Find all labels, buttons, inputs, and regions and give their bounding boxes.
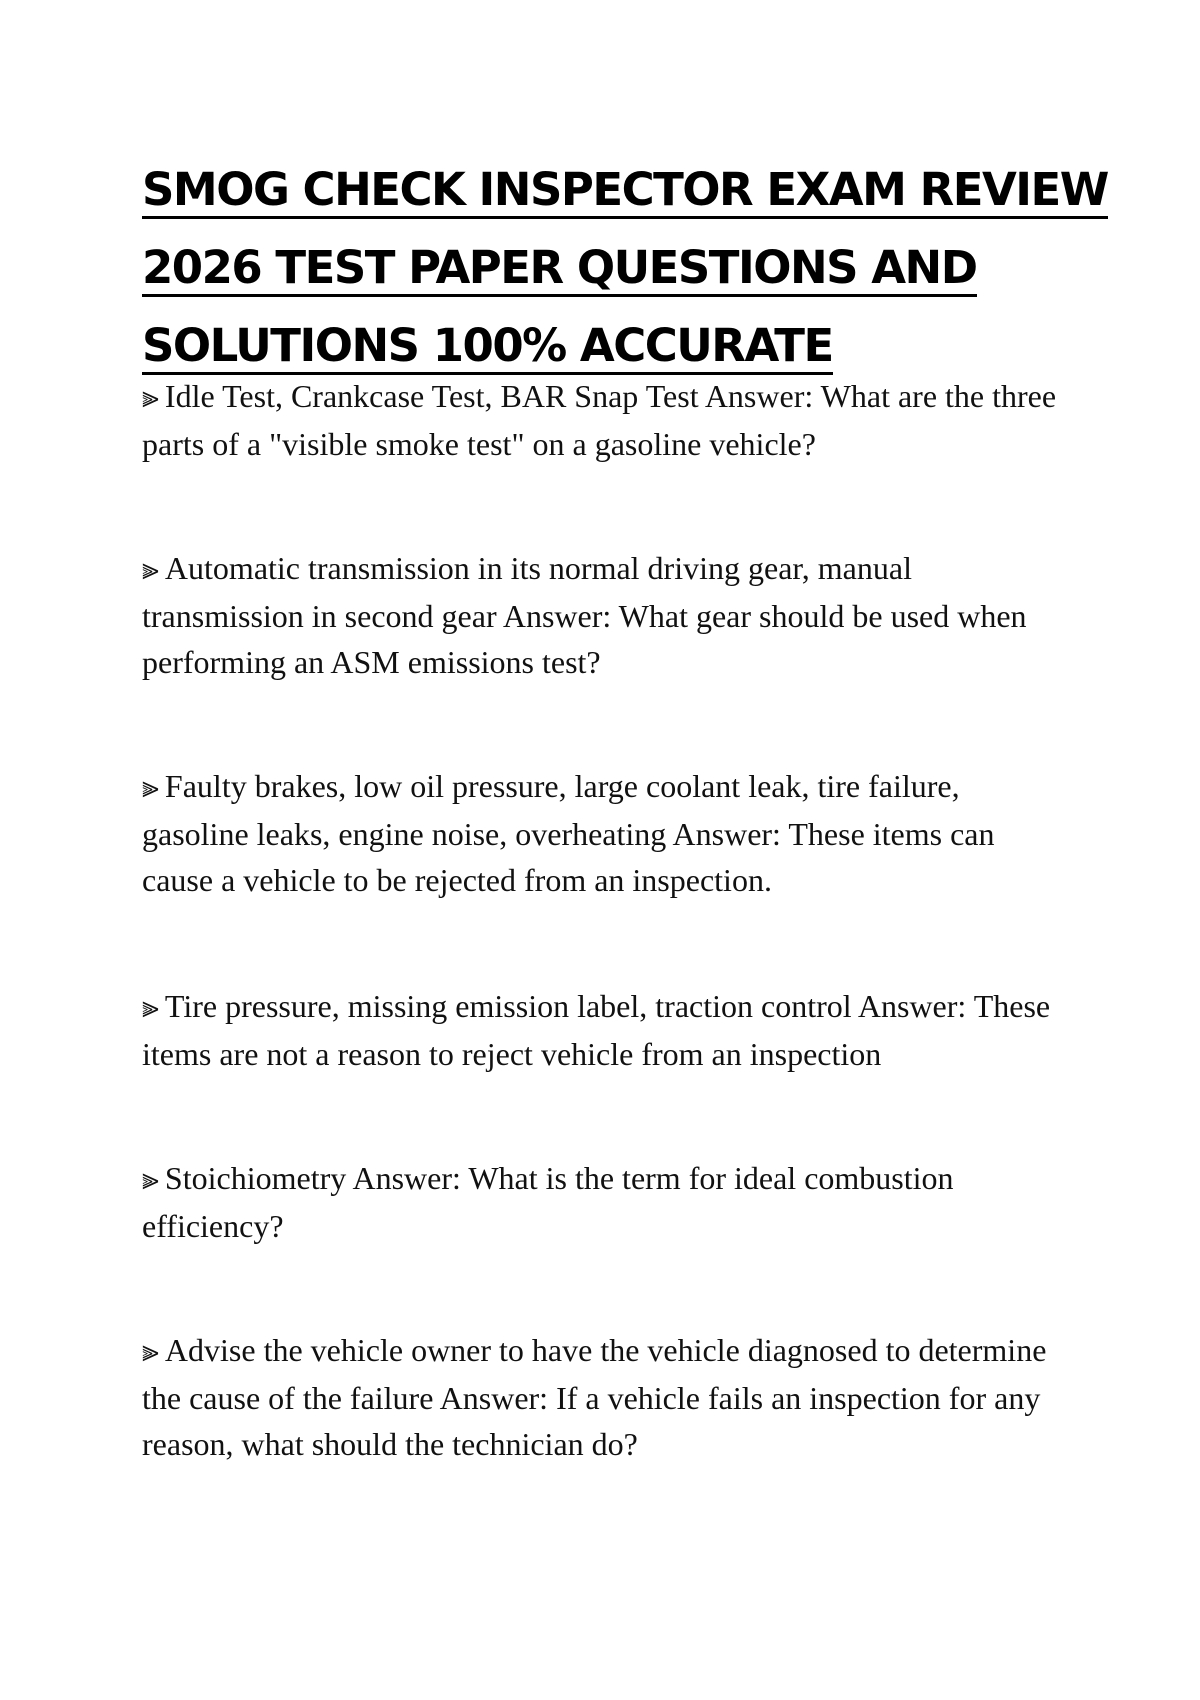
qa-text: Automatic transmission in its normal driving gear, manual transmission in second gear Answer: What gear should be used when performing an ASM emissions test? xyxy=(142,550,1027,680)
qa-item xyxy=(142,545,1072,685)
bullet-arrow-icon: ⫸ xyxy=(142,1335,159,1368)
qa-item xyxy=(142,763,1072,903)
document-title xyxy=(142,156,1108,390)
qa-item xyxy=(142,1155,1072,1249)
title-line-3: SOLUTIONS 100% ACCURATE xyxy=(142,320,833,375)
bullet-arrow-icon: ⫸ xyxy=(142,771,159,804)
qa-text: Faulty brakes, low oil pressure, large coolant leak, tire failure, gasoline leaks, engine noise, overheating Answer: These items can cause a vehicle to be rejected from an inspection. xyxy=(142,768,995,898)
title-line-2: 2026 TEST PAPER QUESTIONS AND xyxy=(142,242,977,297)
bullet-arrow-icon: ⫸ xyxy=(142,1163,159,1196)
qa-text: Idle Test, Crankcase Test, BAR Snap Test Answer: What are the three parts of a "visible smoke test" on a gasoline vehicle? xyxy=(142,378,1057,462)
bullet-arrow-icon: ⫸ xyxy=(142,991,159,1024)
qa-text: Stoichiometry Answer: What is the term for ideal combustion efficiency? xyxy=(142,1160,954,1244)
qa-item xyxy=(142,983,1072,1077)
qa-item xyxy=(142,373,1072,467)
qa-item xyxy=(142,1327,1072,1467)
bullet-arrow-icon: ⫸ xyxy=(142,381,159,414)
qa-text: Advise the vehicle owner to have the vehicle diagnosed to determine the cause of the failure Answer: If a vehicle fails an inspection for any reason, what should the technician do? xyxy=(142,1332,1047,1462)
bullet-arrow-icon: ⫸ xyxy=(142,553,159,586)
title-line-1: SMOG CHECK INSPECTOR EXAM REVIEW xyxy=(142,164,1108,219)
qa-text: Tire pressure, missing emission label, traction control Answer: These items are not a reason to reject vehicle from an inspection xyxy=(142,988,1051,1072)
